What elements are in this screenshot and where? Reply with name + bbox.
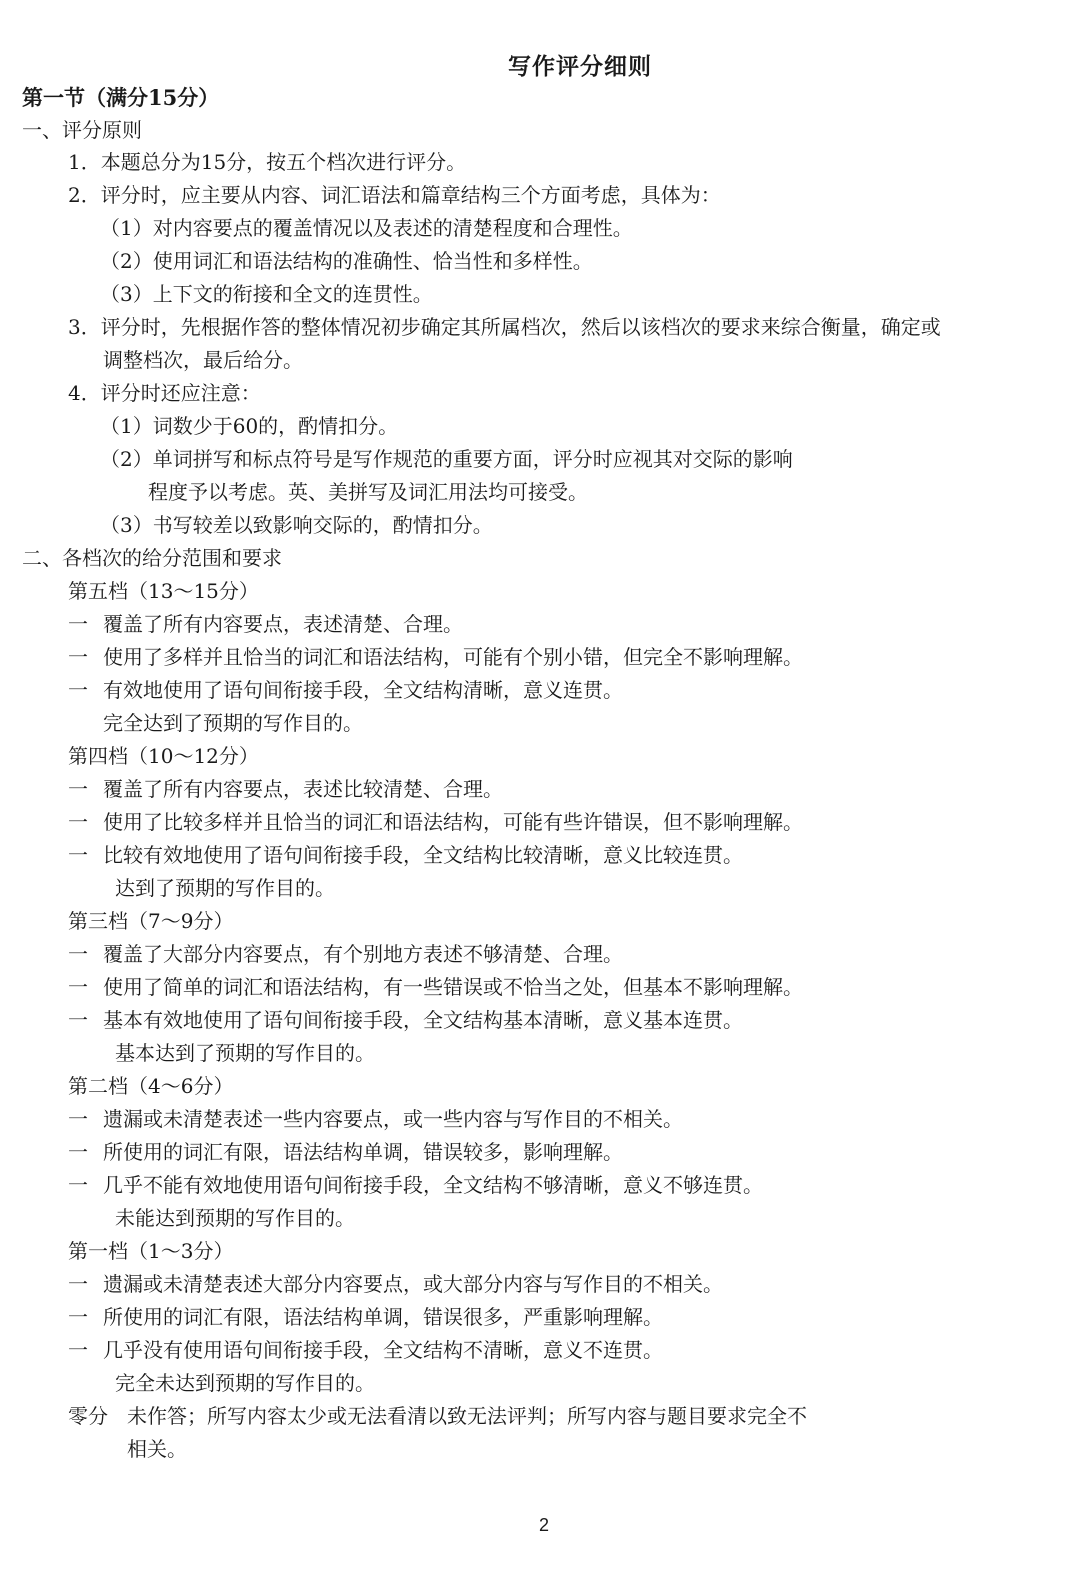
rule-line: （1）对内容要点的覆盖情况以及表述的清楚程度和合理性。: [100, 216, 633, 240]
level-conclusion: 完全达到了预期的写作目的。: [103, 711, 363, 735]
level-item: 一 遗漏或未清楚表述一些内容要点，或一些内容与写作目的不相关。: [68, 1107, 683, 1131]
level-item: 一 覆盖了所有内容要点，表述比较清楚、合理。: [68, 777, 503, 801]
rule-line: （2）单词拼写和标点符号是写作规范的重要方面，评分时应视其对交际的影响: [100, 447, 793, 471]
level-conclusion: 完全未达到预期的写作目的。: [115, 1371, 375, 1395]
rule-line: （1）词数少于60的，酌情扣分。: [100, 414, 399, 438]
part1-heading: 一、评分原则: [22, 118, 142, 142]
rule-line: 4．评分时还应注意：: [68, 381, 261, 405]
rule-line: 程度予以考虑。英、美拼写及词汇用法均可接受。: [148, 480, 588, 504]
zero-score-label: 零分: [68, 1404, 108, 1428]
zero-score-text: 未作答；所写内容太少或无法看清以致无法评判；所写内容与题目要求完全不: [127, 1404, 807, 1428]
zero-score-text-continued: 相关。: [127, 1437, 187, 1461]
level-heading: 第一档（1～3分）: [68, 1239, 234, 1263]
level-item: 一 所使用的词汇有限，语法结构单调，错误很多，严重影响理解。: [68, 1305, 663, 1329]
level-conclusion: 未能达到预期的写作目的。: [115, 1206, 355, 1230]
level-item: 一 覆盖了大部分内容要点，有个别地方表述不够清楚、合理。: [68, 942, 623, 966]
level-item: 一 基本有效地使用了语句间衔接手段，全文结构基本清晰，意义基本连贯。: [68, 1008, 743, 1032]
level-item: 一 使用了多样并且恰当的词汇和语法结构，可能有个别小错，但完全不影响理解。: [68, 645, 803, 669]
level-item: 一 使用了简单的词汇和语法结构，有一些错误或不恰当之处，但基本不影响理解。: [68, 975, 803, 999]
rule-line: （2）使用词汇和语法结构的准确性、恰当性和多样性。: [100, 249, 593, 273]
rule-line: 3．评分时，先根据作答的整体情况初步确定其所属档次，然后以该档次的要求来综合衡量，确定或: [68, 315, 941, 339]
level-item: 一 遗漏或未清楚表述大部分内容要点，或大部分内容与写作目的不相关。: [68, 1272, 723, 1296]
part2-heading: 二、各档次的给分范围和要求: [22, 546, 282, 570]
level-item: 一 几乎不能有效地使用语句间衔接手段，全文结构不够清晰，意义不够连贯。: [68, 1173, 763, 1197]
level-conclusion: 基本达到了预期的写作目的。: [115, 1041, 375, 1065]
level-item: 一 使用了比较多样并且恰当的词汇和语法结构，可能有些许错误，但不影响理解。: [68, 810, 803, 834]
rule-line: （3）上下文的衔接和全文的连贯性。: [100, 282, 433, 306]
section-heading: 第一节（满分15分）: [22, 85, 220, 110]
rule-line: 2．评分时，应主要从内容、词汇语法和篇章结构三个方面考虑，具体为：: [68, 183, 721, 207]
level-heading: 第五档（13～15分）: [68, 579, 259, 603]
level-item: 一 比较有效地使用了语句间衔接手段，全文结构比较清晰，意义比较连贯。: [68, 843, 743, 867]
level-item: 一 有效地使用了语句间衔接手段，全文结构清晰，意义连贯。: [68, 678, 623, 702]
level-conclusion: 达到了预期的写作目的。: [115, 876, 335, 900]
rule-line: （3）书写较差以致影响交际的，酌情扣分。: [100, 513, 493, 537]
level-heading: 第二档（4～6分）: [68, 1074, 234, 1098]
level-item: 一 覆盖了所有内容要点，表述清楚、合理。: [68, 612, 463, 636]
page-number: 2: [538, 1515, 549, 1535]
rule-line: 1．本题总分为15分，按五个档次进行评分。: [68, 150, 467, 174]
level-item: 一 几乎没有使用语句间衔接手段，全文结构不清晰，意义不连贯。: [68, 1338, 663, 1362]
level-heading: 第三档（7～9分）: [68, 909, 234, 933]
document-title: 写作评分细则: [508, 53, 652, 80]
level-heading: 第四档（10～12分）: [68, 744, 259, 768]
rule-line: 调整档次，最后给分。: [103, 348, 303, 372]
level-item: 一 所使用的词汇有限，语法结构单调，错误较多，影响理解。: [68, 1140, 623, 1164]
